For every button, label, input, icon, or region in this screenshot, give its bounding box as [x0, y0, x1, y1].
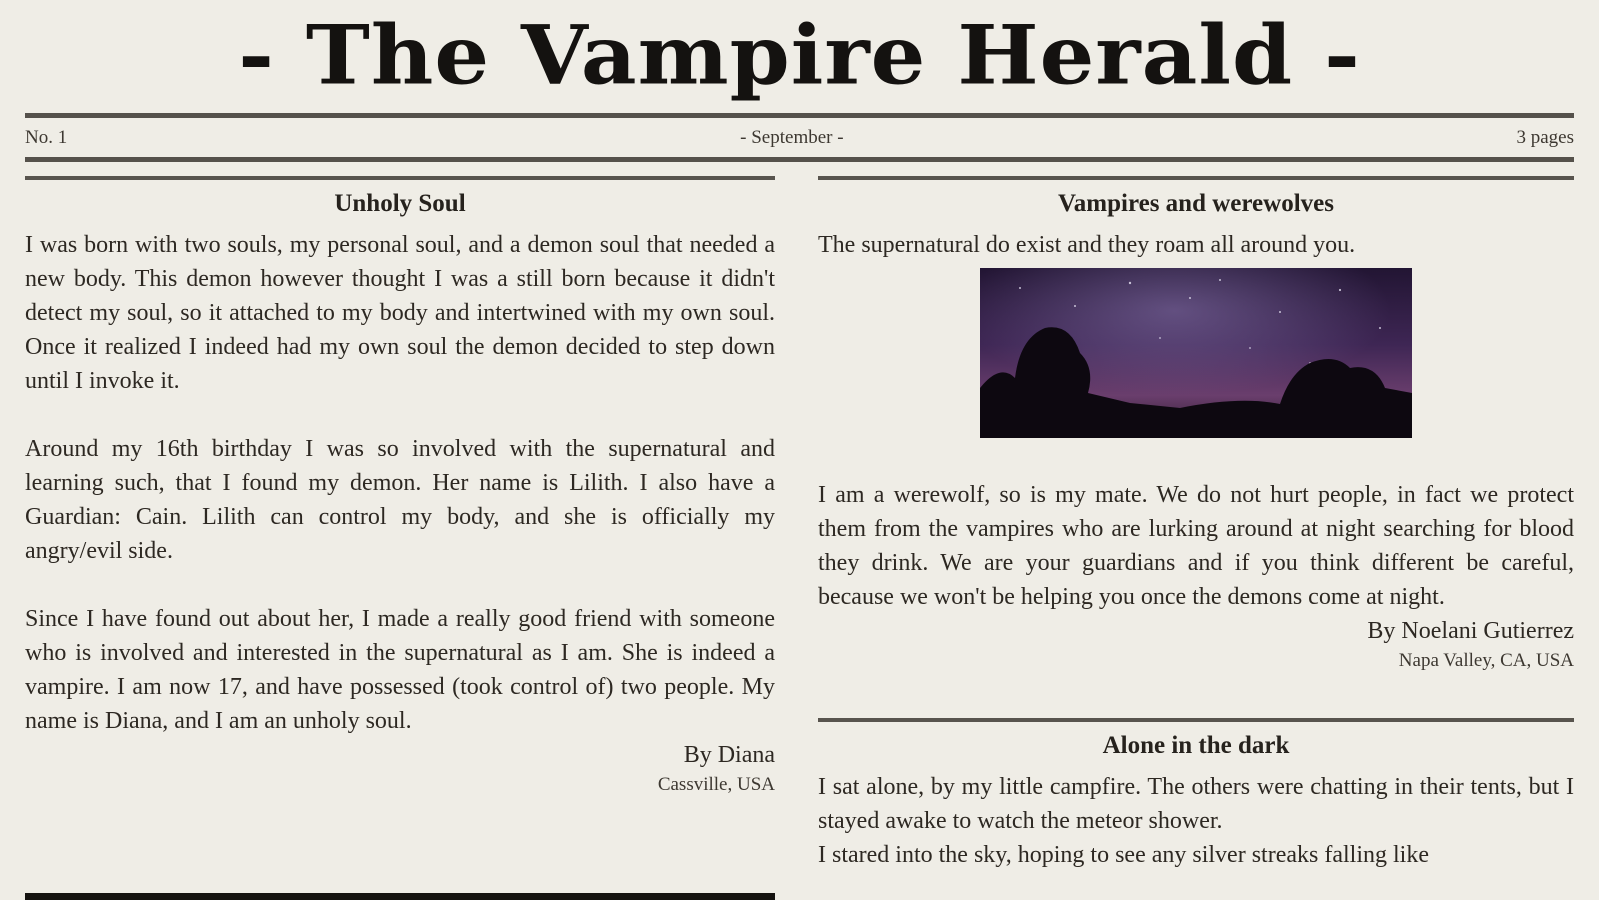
- article-location: Napa Valley, CA, USA: [1398, 650, 1574, 671]
- dateline-bar: [25, 126, 1574, 150]
- article-location: Cassville, USA: [657, 774, 775, 795]
- night-sky-photo: [980, 268, 1412, 438]
- column-rule: [818, 176, 1574, 180]
- column-rule: [25, 176, 775, 180]
- masthead-rule-bottom: [25, 157, 1574, 162]
- article-title: Unholy Soul: [334, 190, 466, 217]
- masthead-rule-top: [25, 113, 1574, 118]
- article-byline: By Diana: [683, 742, 775, 768]
- issue-month: - September -: [740, 127, 844, 148]
- night-sky-illustration: [980, 268, 1412, 438]
- article-intro: The supernatural do exist and they roam all around you.: [818, 232, 1356, 258]
- footer-rule: [25, 893, 775, 900]
- page-count: 3 pages: [1516, 127, 1574, 148]
- issue-number: No. 1: [25, 127, 68, 148]
- article-paragraph: I sat alone, by my little campfire. The others were chatting in their tents, but I stayed awake to watch the meteor shower.: [818, 774, 1574, 834]
- article-paragraph: Since I have found out about her, I made a really good friend with someone who is involved and interested in the supernatural as I am. She is indeed a vampire. I am now 17, and have possessed (took control of) two people. My name is Diana, and I am an unholy soul.: [25, 606, 775, 734]
- right-column: [818, 176, 1574, 872]
- left-column: [25, 176, 775, 798]
- article-divider-rule: [818, 718, 1574, 722]
- article-unholy-soul: [25, 188, 775, 798]
- article-alone-in-the-dark: [818, 730, 1574, 872]
- newspaper-masthead: - The Vampire Herald -: [238, 7, 1361, 104]
- article-title: Alone in the dark: [1102, 732, 1290, 759]
- article-paragraph: Around my 16th birthday I was so involved with the supernatural and learning such, that I found my demon. Her name is Lilith. I also have a Guardian: Cain. Lilith can control my body, and she is officially my angry/evil side.: [25, 436, 775, 564]
- article-paragraph: I was born with two souls, my personal soul, and a demon soul that needed a new body. This demon however thought I was a still born because it didn't detect my soul, so it attached to my body and intertwined with my own soul. Once it realized I indeed had my own soul the demon decided to step down until I invoke it.: [25, 232, 775, 394]
- article-title: Vampires and werewolves: [1058, 190, 1334, 217]
- article-byline: By Noelani Gutierrez: [1367, 618, 1574, 644]
- article-vampires-werewolves: [818, 188, 1574, 674]
- article-paragraph: I stared into the sky, hoping to see any silver streaks falling like: [818, 842, 1429, 868]
- article-paragraph: I am a werewolf, so is my mate. We do not hurt people, in fact we protect them from the vampires who are lurking around at night searching for blood they drink. We are your guardians and if you think different be careful, because we won't be helping you once the demons come at night.: [818, 482, 1574, 610]
